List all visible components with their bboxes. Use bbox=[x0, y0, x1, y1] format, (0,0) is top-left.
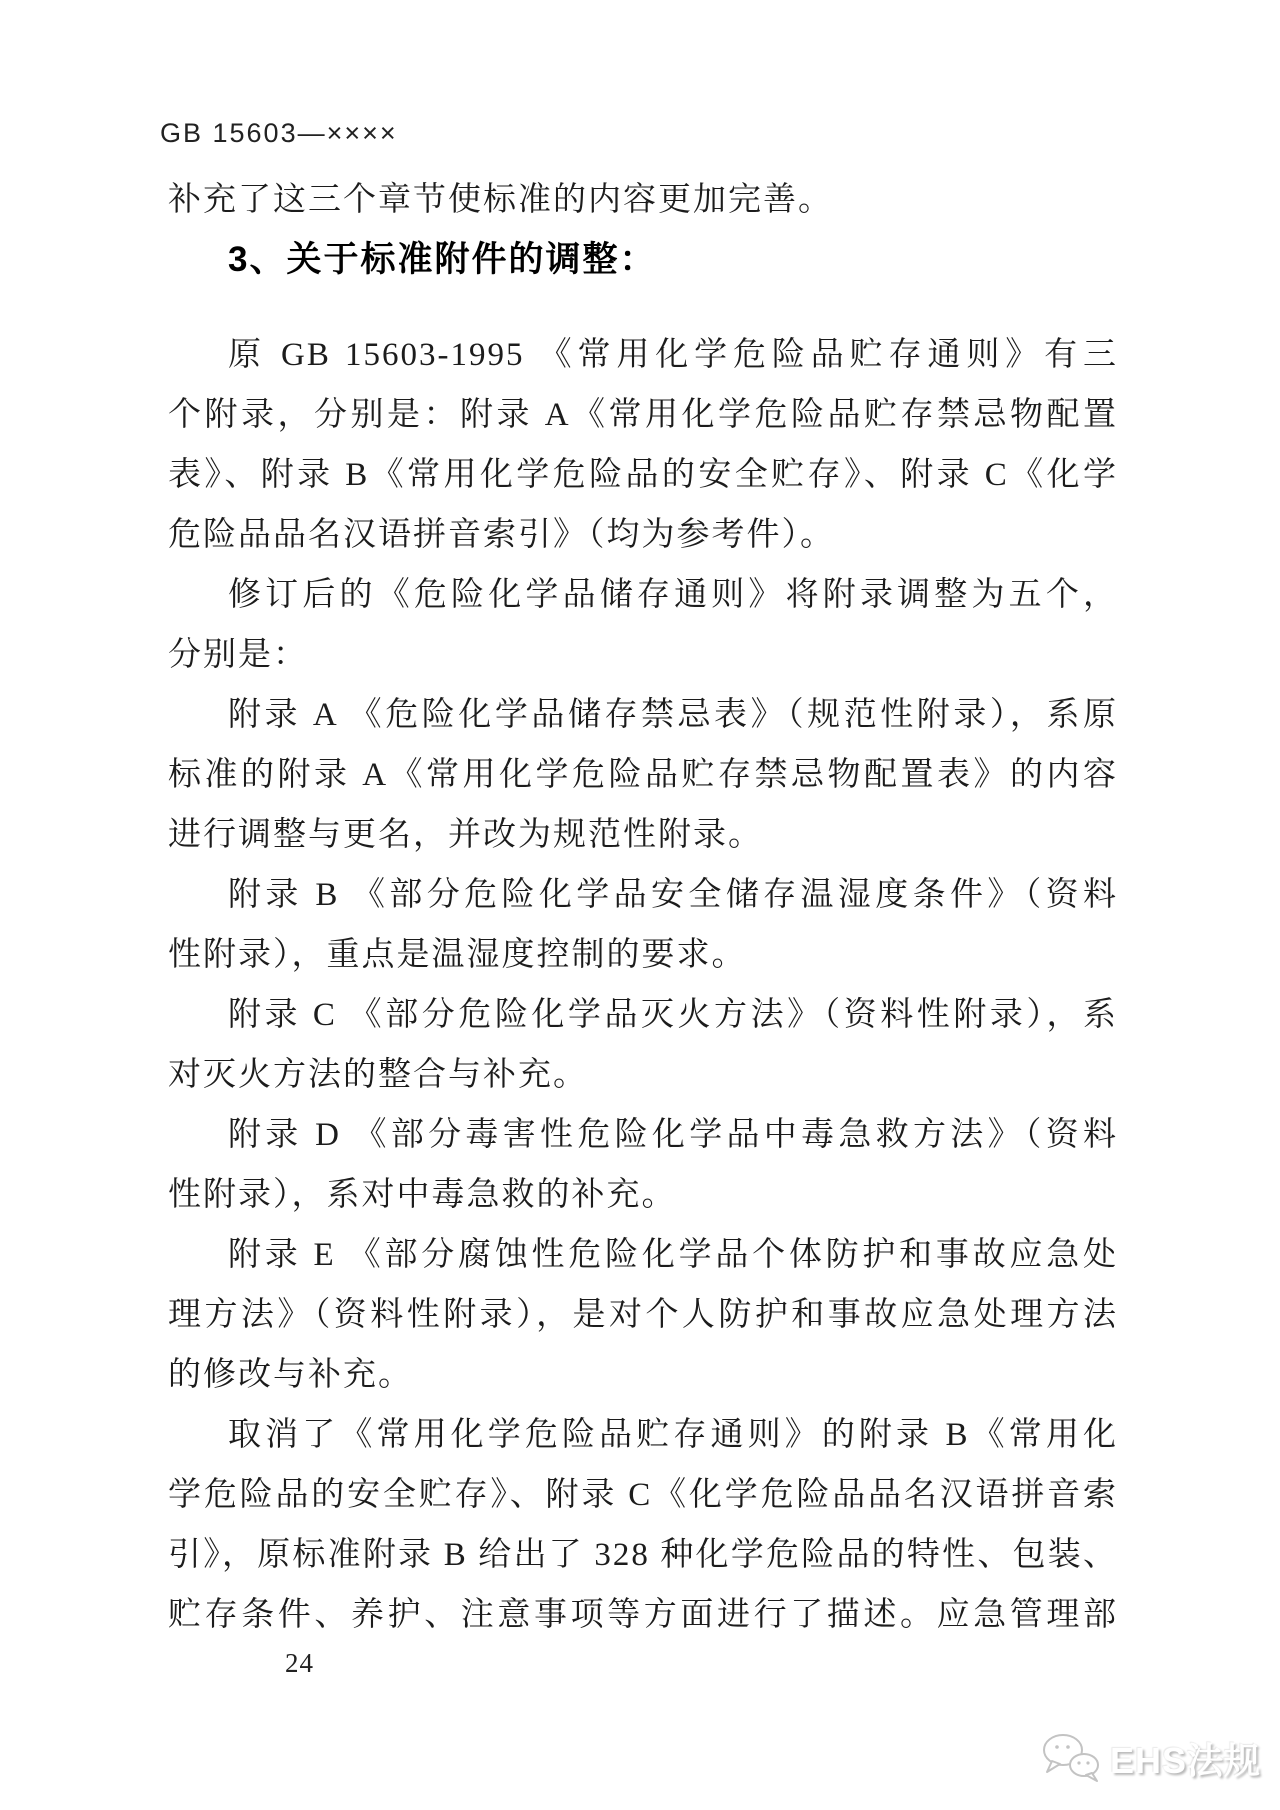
section-heading: 3、关于标准附件的调整： bbox=[228, 240, 657, 279]
text-line: 附录 E 《部分腐蚀性危险化学品个体防护和事故应急处 bbox=[228, 1237, 1118, 1273]
text-line: 的修改与补充。 bbox=[168, 1357, 413, 1393]
text-line: 表》、附录 B《常用化学危险品的安全贮存》、附录 C《化学 bbox=[168, 457, 1118, 493]
text-line: 附录 C 《部分危险化学品灭火方法》（资料性附录），系 bbox=[228, 997, 1118, 1033]
text-line: 引》，原标准附录 B 给出了 328 种化学危险品的特性、包装、 bbox=[168, 1537, 1118, 1573]
text-line: 贮存条件、养护、注意事项等方面进行了描述。应急管理部 bbox=[168, 1597, 1118, 1633]
text-line: 理方法》（资料性附录），是对个人防护和事故应急处理方法 bbox=[168, 1297, 1118, 1333]
text-line: 进行调整与更名，并改为规范性附录。 bbox=[168, 817, 763, 853]
text-line: 附录 D 《部分毒害性危险化学品中毒急救方法》（资料 bbox=[228, 1117, 1118, 1153]
text-line: 修订后的《危险化学品储存通则》将附录调整为五个， bbox=[228, 577, 1118, 613]
text-line: 危险品品名汉语拼音索引》（均为参考件）。 bbox=[168, 517, 835, 553]
watermark-label: EHS法规 bbox=[1110, 1739, 1262, 1781]
document-body bbox=[168, 0, 1118, 1645]
text-line: 对灭火方法的整合与补充。 bbox=[168, 1057, 588, 1093]
wechat-icon bbox=[1040, 1732, 1104, 1784]
text-line: 性附录），系对中毒急救的补充。 bbox=[168, 1177, 677, 1213]
text-line: 性附录），重点是温湿度控制的要求。 bbox=[168, 937, 747, 973]
text-line: 原 GB 15603-1995 《常用化学危险品贮存通则》有三 bbox=[228, 337, 1118, 373]
page-number: 24 bbox=[285, 1648, 314, 1678]
text-line: 标准的附录 A《常用化学危险品贮存禁忌物配置表》的内容 bbox=[168, 757, 1118, 793]
text-line: 补充了这三个章节使标准的内容更加完善。 bbox=[168, 182, 833, 218]
text-line: 个附录，分别是：附录 A《常用化学危险品贮存禁忌物配置 bbox=[168, 397, 1118, 433]
text-line: 附录 A 《危险化学品储存禁忌表》（规范性附录），系原 bbox=[228, 697, 1118, 733]
watermark bbox=[1040, 1732, 1261, 1784]
text-line: 分别是： bbox=[168, 637, 308, 673]
text-line: 学危险品的安全贮存》、附录 C《化学危险品品名汉语拼音索 bbox=[168, 1477, 1118, 1513]
text-line: 取消了《常用化学危险品贮存通则》的附录 B《常用化 bbox=[228, 1417, 1118, 1453]
standard-number-header: GB 15603—×××× bbox=[160, 118, 398, 148]
text-line: 附录 B 《部分危险化学品安全储存温湿度条件》（资料 bbox=[228, 877, 1118, 913]
